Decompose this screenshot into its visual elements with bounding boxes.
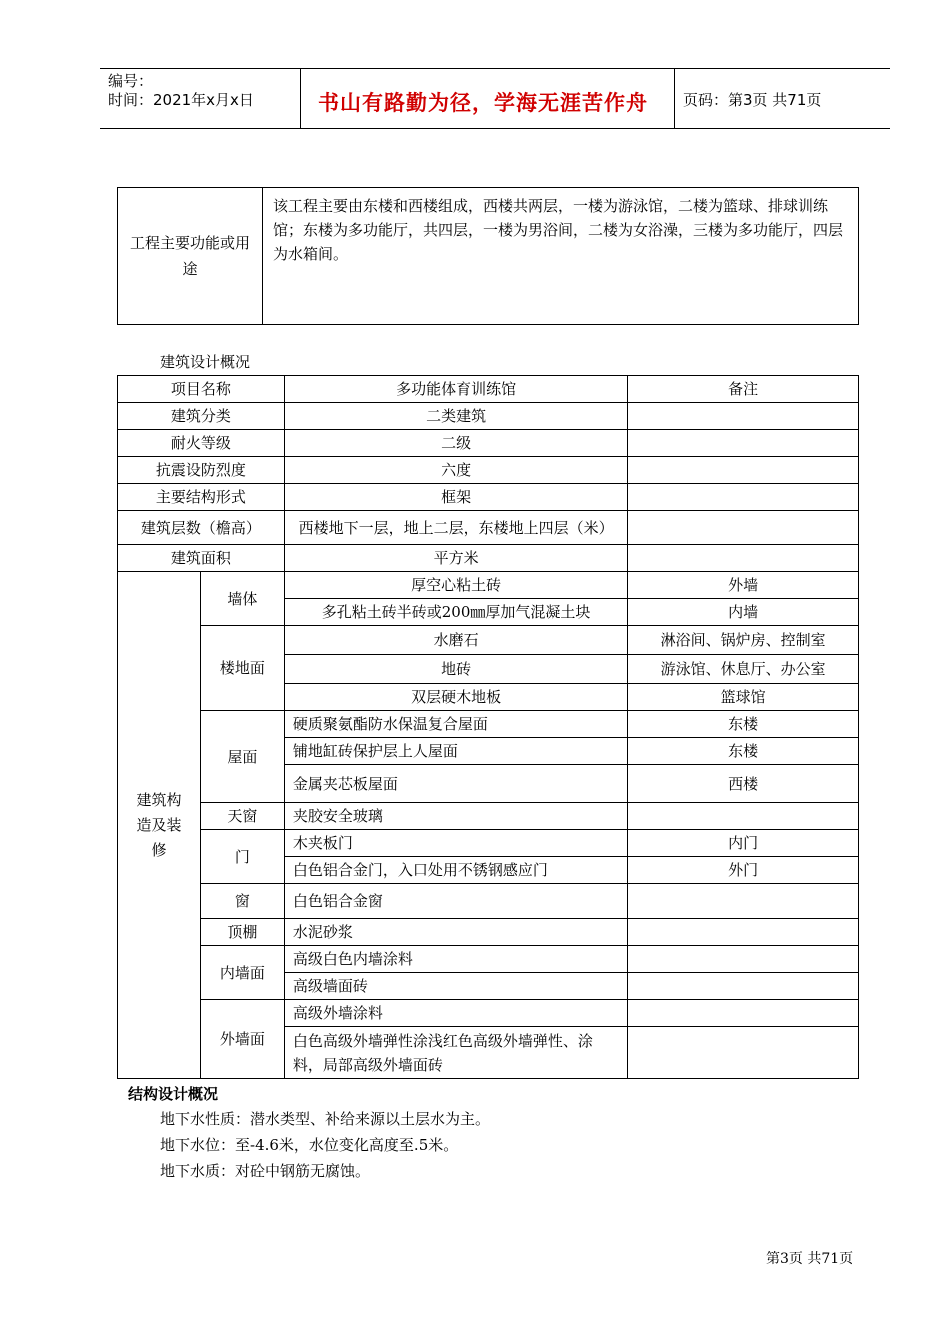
header-number-label: 编号： xyxy=(108,72,154,90)
arch-row-remark xyxy=(628,545,859,572)
group-item-location: 内墙 xyxy=(628,599,859,626)
arch-row-label: 抗震设防烈度 xyxy=(118,457,285,484)
function-text: 该工程主要由东楼和西楼组成，西楼共两层，一楼为游泳馆，二楼为篮球、排球训练馆；东楼为多功能厅，共四层，一楼为男浴间，二楼为女浴澡，三楼为多功能厅，四层为水箱间。 xyxy=(263,188,859,325)
group-roof: 屋面 xyxy=(200,711,284,803)
group-item-location xyxy=(628,973,859,1000)
group-item-material: 地砖 xyxy=(284,655,627,684)
arch-section-title: 建筑设计概况 xyxy=(160,353,251,371)
group-item-material: 白色铝合金窗 xyxy=(284,884,627,919)
group-doors: 门 xyxy=(200,830,284,884)
arch-header-project: 多功能体育训练馆 xyxy=(284,376,627,403)
arch-row-remark xyxy=(628,484,859,511)
header-divider-2 xyxy=(674,68,675,129)
arch-row-value: 框架 xyxy=(284,484,627,511)
group-walls: 墙体 xyxy=(200,572,284,626)
header-divider-1 xyxy=(300,68,301,129)
group-item-location xyxy=(628,919,859,946)
group-windows: 窗 xyxy=(200,884,284,919)
group-item-location: 篮球馆 xyxy=(628,684,859,711)
arch-header-item: 项目名称 xyxy=(118,376,285,403)
group-item-location: 西楼 xyxy=(628,765,859,803)
group-interior-walls: 内墙面 xyxy=(200,946,284,1000)
arch-row-remark xyxy=(628,403,859,430)
header-motto: 书山有路勤为径，学海无涯苦作舟 xyxy=(318,91,648,115)
arch-row-value: 西楼地下一层，地上二层，东楼地上四层（米） xyxy=(284,511,627,545)
struct-line: 地下水位：至-4.6米，水位变化高度至.5米。 xyxy=(160,1136,459,1154)
group-item-material: 硬质聚氨酯防水保温复合屋面 xyxy=(284,711,627,738)
struct-line: 地下水性质：潜水类型、补给来源以土层水为主。 xyxy=(160,1110,491,1128)
group-item-location: 外门 xyxy=(628,857,859,884)
arch-header-remark: 备注 xyxy=(628,376,859,403)
group-floors: 楼地面 xyxy=(200,626,284,711)
group-item-location xyxy=(628,803,859,830)
group-item-material: 白色铝合金门，入口处用不锈钢感应门 xyxy=(284,857,627,884)
group-item-material: 高级白色内墙涂料 xyxy=(284,946,627,973)
group-skylight: 天窗 xyxy=(200,803,284,830)
arch-row-remark xyxy=(628,457,859,484)
header-bottom-rule xyxy=(100,128,890,129)
struct-line: 地下水质：对砼中钢筋无腐蚀。 xyxy=(160,1162,371,1180)
arch-row-value: 二类建筑 xyxy=(284,403,627,430)
footer-page-number: 第3页 共71页 xyxy=(766,1251,854,1267)
arch-row-value: 二级 xyxy=(284,430,627,457)
group-item-location: 淋浴间、锅炉房、控制室 xyxy=(628,626,859,655)
group-exterior-walls: 外墙面 xyxy=(200,1000,284,1079)
construction-label: 建筑构造及装修 xyxy=(118,572,201,1079)
group-item-material: 金属夹芯板屋面 xyxy=(284,765,627,803)
group-item-location: 东楼 xyxy=(628,711,859,738)
group-ceiling: 顶棚 xyxy=(200,919,284,946)
arch-row-remark xyxy=(628,511,859,545)
arch-design-table xyxy=(117,375,859,1079)
arch-row-label: 建筑面积 xyxy=(118,545,285,572)
group-item-location xyxy=(628,1027,859,1079)
header-time-label: 时间：2021年x月x日 xyxy=(108,91,254,109)
arch-row-label: 建筑层数（檐高） xyxy=(118,511,285,545)
arch-row-label: 建筑分类 xyxy=(118,403,285,430)
header-page-label: 页码：第3页 共71页 xyxy=(683,91,822,109)
header-top-rule xyxy=(100,68,890,69)
arch-row-remark xyxy=(628,430,859,457)
struct-title: 结构设计概况 xyxy=(128,1085,219,1103)
group-item-location: 外墙 xyxy=(628,572,859,599)
group-item-material: 木夹板门 xyxy=(284,830,627,857)
group-item-material: 厚空心粘土砖 xyxy=(284,572,627,599)
group-item-location xyxy=(628,1000,859,1027)
group-item-location: 东楼 xyxy=(628,738,859,765)
group-item-material: 水磨石 xyxy=(284,626,627,655)
function-table xyxy=(117,187,859,325)
function-label: 工程主要功能或用途 xyxy=(118,188,263,325)
group-item-location xyxy=(628,884,859,919)
group-item-material: 铺地缸砖保护层上人屋面 xyxy=(284,738,627,765)
group-item-material: 白色高级外墙弹性涂浅红色高级外墙弹性、涂料，局部高级外墙面砖 xyxy=(284,1027,627,1079)
group-item-material: 双层硬木地板 xyxy=(284,684,627,711)
group-item-material: 多孔粘土砖半砖或200㎜厚加气混凝土块 xyxy=(284,599,627,626)
arch-row-label: 主要结构形式 xyxy=(118,484,285,511)
group-item-location: 游泳馆、休息厅、办公室 xyxy=(628,655,859,684)
arch-row-value: 平方米 xyxy=(284,545,627,572)
group-item-location xyxy=(628,946,859,973)
group-item-material: 水泥砂浆 xyxy=(284,919,627,946)
arch-row-value: 六度 xyxy=(284,457,627,484)
group-item-material: 夹胶安全玻璃 xyxy=(284,803,627,830)
group-item-material: 高级墙面砖 xyxy=(284,973,627,1000)
group-item-material: 高级外墙涂料 xyxy=(284,1000,627,1027)
arch-row-label: 耐火等级 xyxy=(118,430,285,457)
group-item-location: 内门 xyxy=(628,830,859,857)
